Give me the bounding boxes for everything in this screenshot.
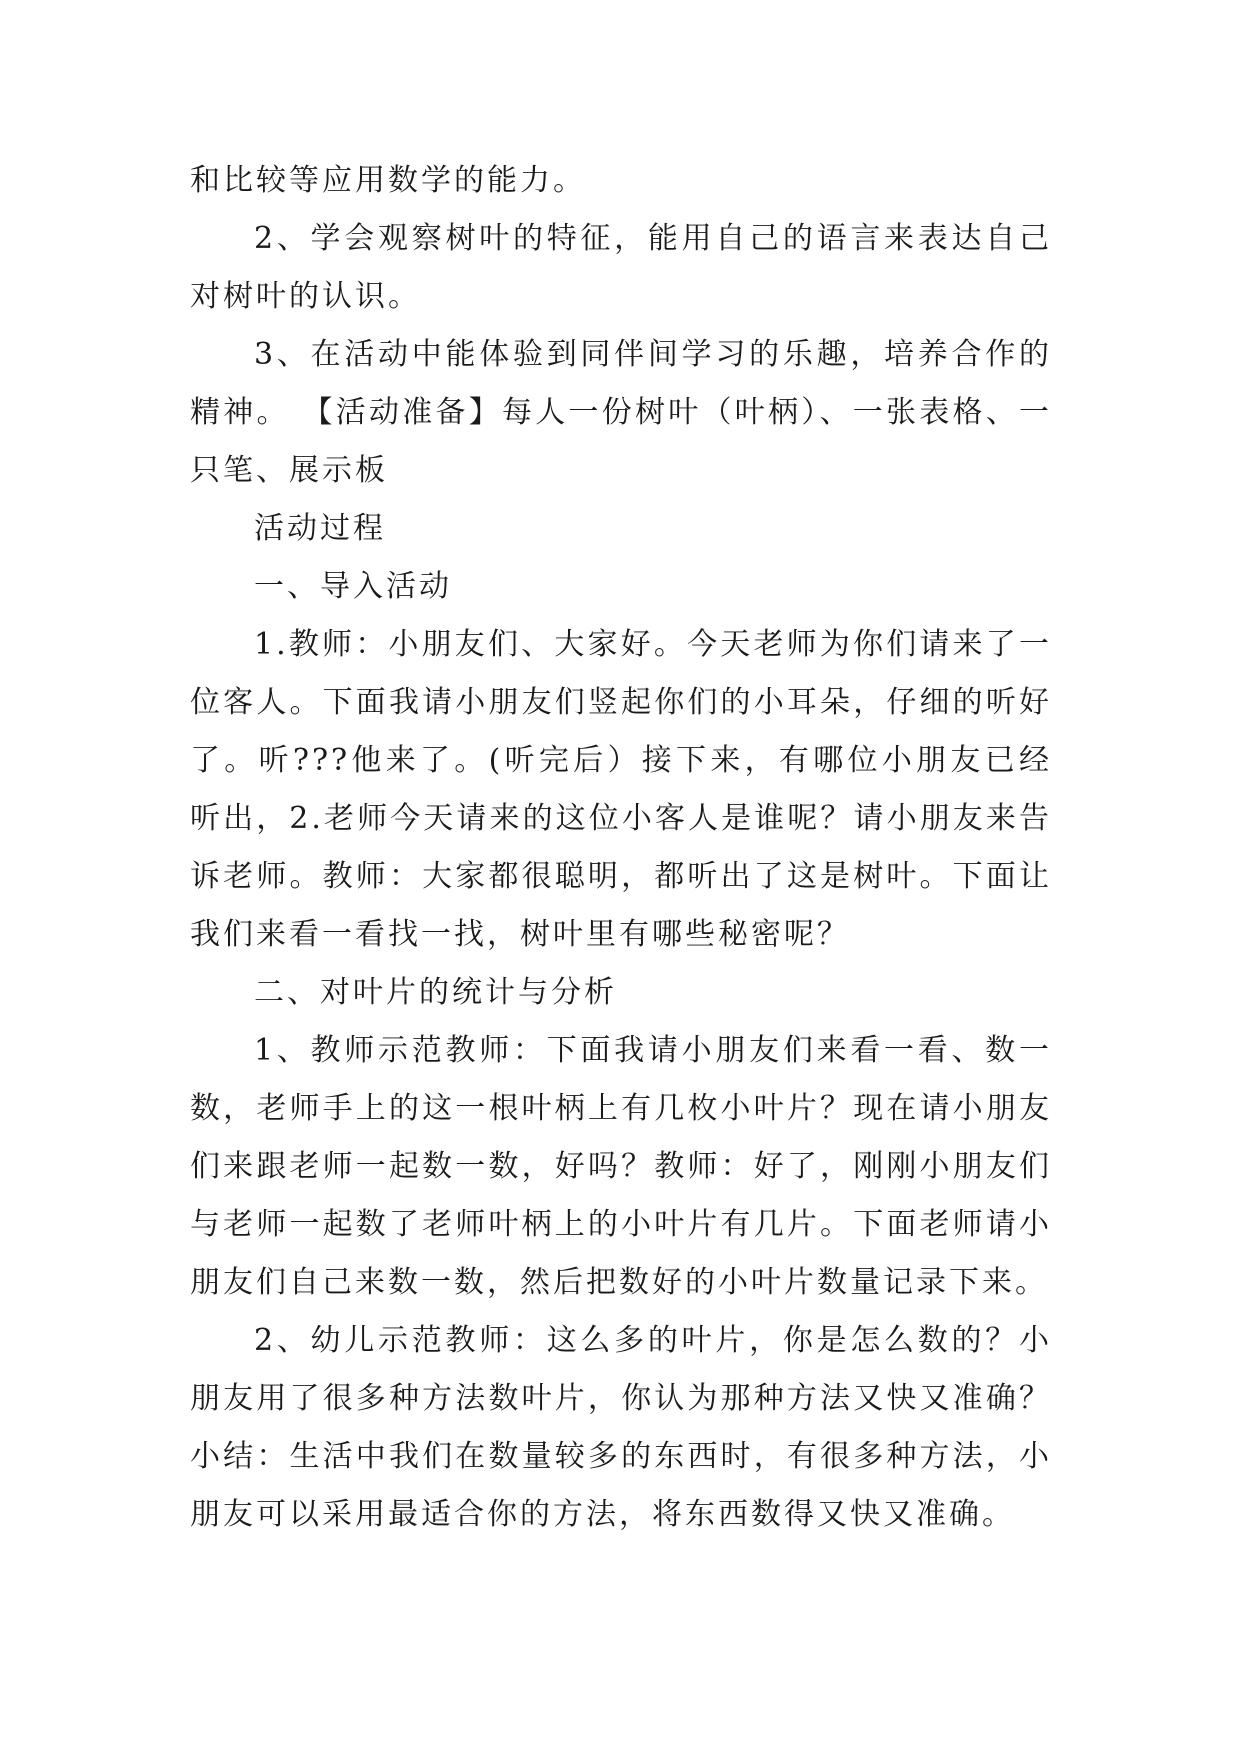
- section-heading-activity-process: 活动过程: [254, 511, 386, 546]
- paragraph-3: 3、在活动中能体验到同伴间学习的乐趣，培养合作的精神。 【活动准备】每人一份树叶（叶柄）、一张表格、一只笔、展示板: [190, 337, 1052, 488]
- section-heading-leaf-analysis: 二、对叶片的统计与分析: [254, 975, 617, 1010]
- section-heading-intro: 一、导入活动: [254, 569, 452, 604]
- paragraph-child-demo: 2、幼儿示范教师：这么多的叶片，你是怎么数的？小朋友用了很多种方法数叶片，你认为那种方法又快又准确？小结：生活中我们在数量较多的东西时，有很多种方法，小朋友可以采用最适合你的方法，将东西数得又快又准确。: [190, 1323, 1052, 1532]
- paragraph-2: 2、学会观察树叶的特征，能用自己的语言来表达自己对树叶的认识。: [190, 221, 1052, 314]
- paragraph-1: 和比较等应用数学的能力。: [190, 163, 586, 198]
- paragraph-intro-dialogue: 1.教师：小朋友们、大家好。今天老师为你们请来了一位客人。下面我请小朋友们竖起你们的小耳朵，仔细的听好了。听???他来了。(听完后）接下来，有哪位小朋友已经听出，2.老师今天请来的这位小客人是谁呢？请小朋友来告诉老师。教师：大家都很聪明，都听出了这是树叶。下面让我们来看一看找一找，树叶里有哪些秘密呢？: [190, 627, 1052, 952]
- document-page: [190, 152, 1052, 1544]
- paragraph-teacher-demo: 1、教师示范教师：下面我请小朋友们来看一看、数一数，老师手上的这一根叶柄上有几枚小叶片？现在请小朋友们来跟老师一起数一数，好吗？教师：好了，刚刚小朋友们与老师一起数了老师叶柄上的小叶片有几片。下面老师请小朋友们自己来数一数，然后把数好的小叶片数量记录下来。: [190, 1033, 1052, 1300]
